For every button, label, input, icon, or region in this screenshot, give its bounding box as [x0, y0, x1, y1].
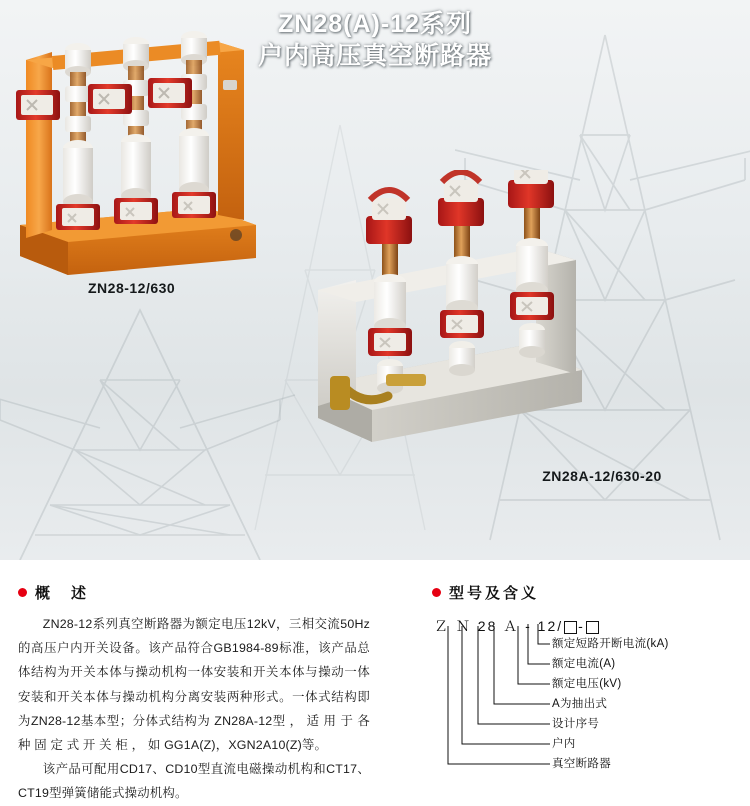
- info-section: [0, 560, 750, 802]
- model-meaning-block: [432, 582, 740, 802]
- product-image-zn28a-12-630-20: [300, 170, 600, 465]
- code-box-1: [564, 621, 577, 634]
- legend-item: 设计序号: [552, 718, 600, 730]
- model-meaning-heading: [432, 582, 740, 603]
- legend-item: 户内: [552, 738, 576, 750]
- bullet-icon: [432, 588, 441, 597]
- model-meaning-title: 型号及含义: [449, 585, 540, 602]
- overview-paragraph-2: 该产品可配用CD17、CD10型直流电磁操动机构和CT17、CT19型弹簧储能式操动机构。: [18, 762, 370, 801]
- overview-paragraph-1: ZN28-12系列真空断路器为额定电压12kV，三相交流50Hz的高压户内开关设备。该产品符合GB1984-89标准，该产品总体结构为开关本体与操动机构一体安装和开关本体与操动一体安装和开关本体与操动机构分离安装两种形式。一体式结构即为ZN28-12基本型；分体式结构为 ZN28A-12型 ， 适 用 于 各 种 固 定 式 开 关 柜 ， 如 GG1A(Z)，XGN2A10(Z)等。: [18, 617, 370, 752]
- model-code-prefix: Ｚ Ｎ 28 Ａ - 12/: [434, 618, 564, 634]
- title-line-1: ZN28(A)-12系列: [278, 10, 472, 38]
- bullet-icon: [18, 588, 27, 597]
- caption-product-1: ZN28-12/630: [88, 280, 176, 296]
- code-box-2: [586, 621, 599, 634]
- model-code-diagram: [432, 612, 740, 802]
- overview-text: [18, 612, 370, 806]
- legend-item: A为抽出式: [552, 698, 608, 710]
- caption-product-2: ZN28A-12/630-20: [542, 468, 662, 484]
- legend-item: 额定短路开断电流(kA): [552, 638, 669, 650]
- legend-item: 真空断路器: [552, 758, 611, 770]
- model-legend: [552, 634, 742, 774]
- overview-heading: [18, 582, 370, 603]
- legend-item: 额定电流(A): [552, 658, 616, 670]
- overview-block: [18, 582, 370, 806]
- legend-item: 额定电压(kV): [552, 678, 622, 690]
- model-code-text: [434, 616, 600, 636]
- title-line-2: 户内高压真空断路器: [257, 42, 492, 70]
- page-title: [0, 8, 750, 72]
- overview-title: 概 述: [35, 585, 90, 602]
- model-code-separator: -: [578, 618, 585, 634]
